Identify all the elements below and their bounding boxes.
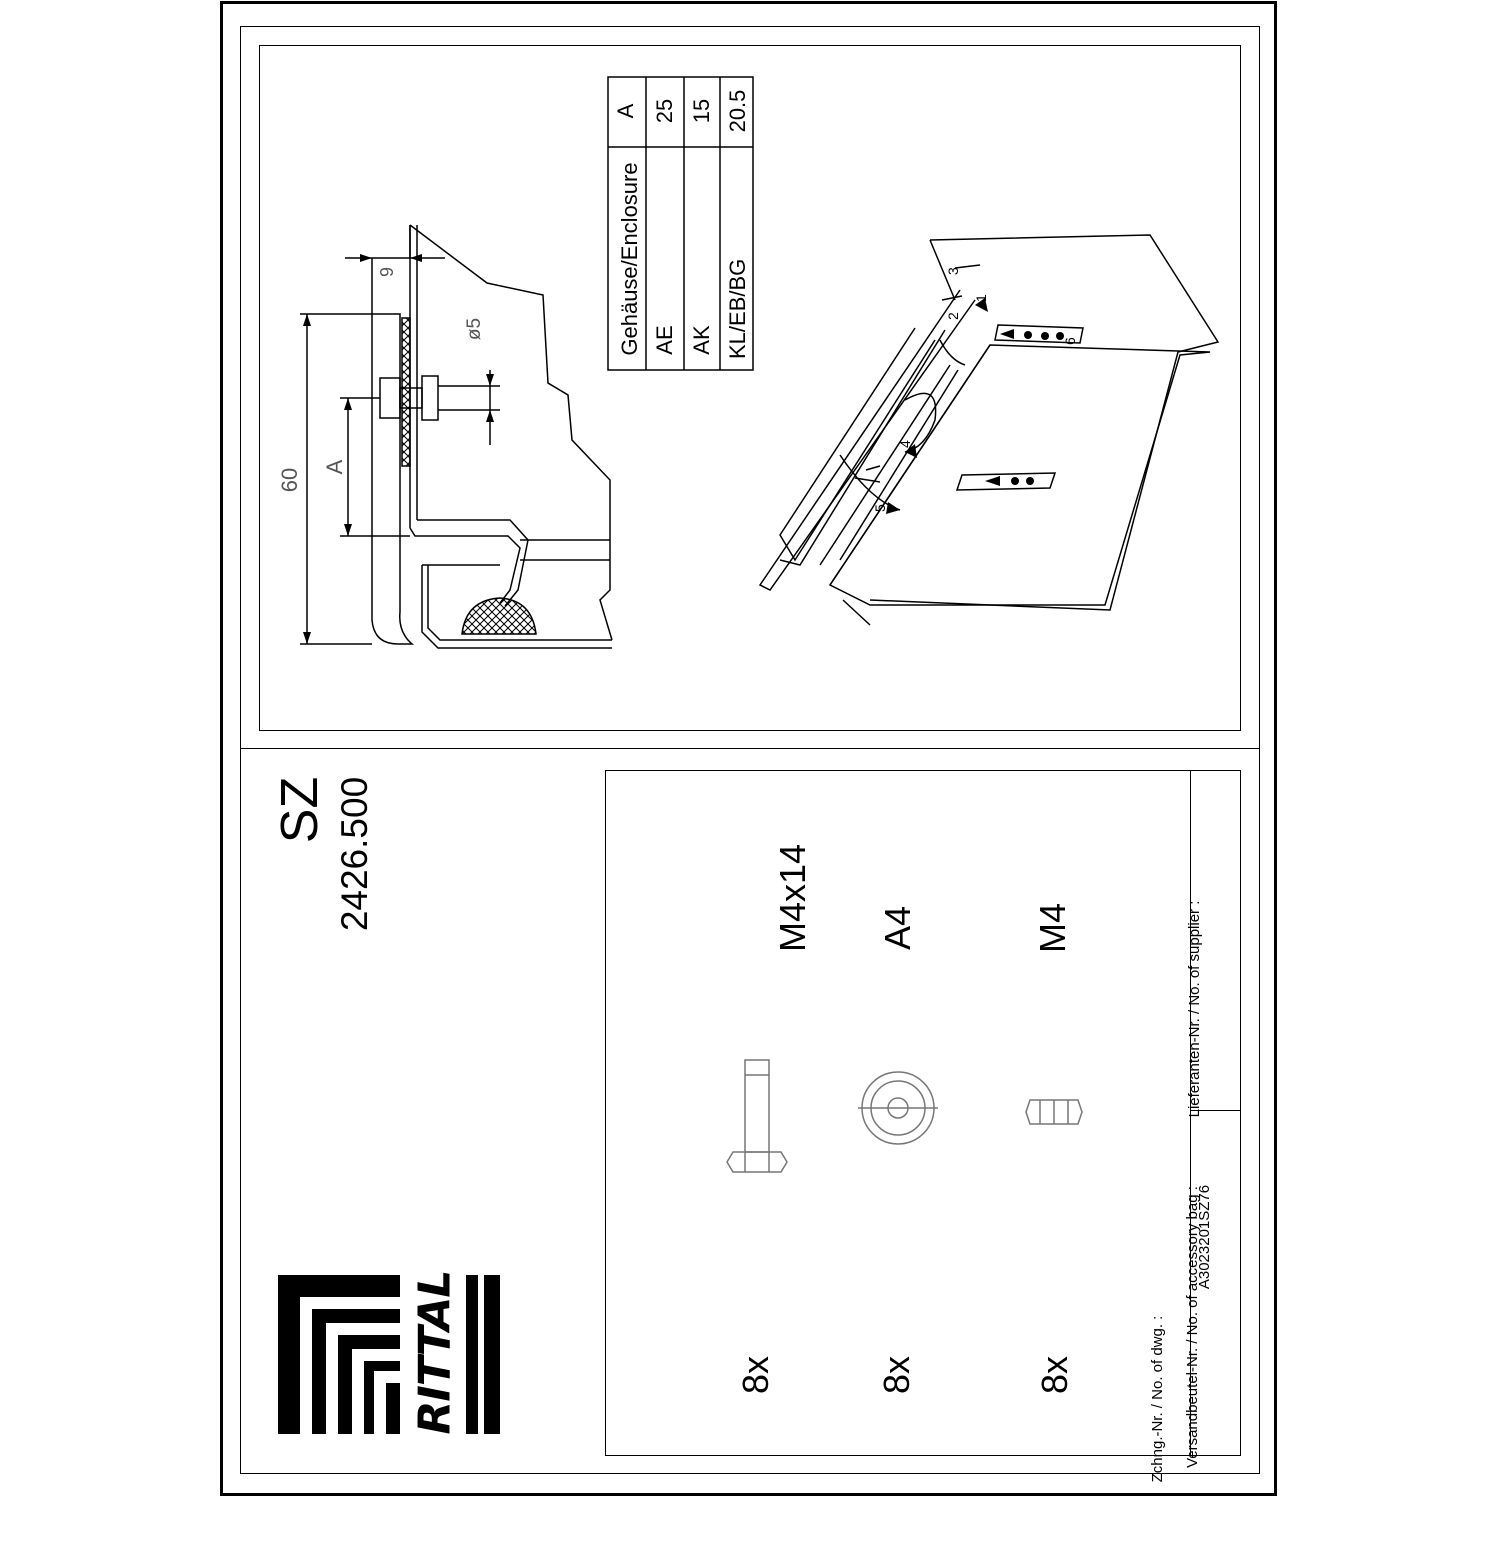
hex-bolt-icon [727,1060,787,1172]
part-name: A4 [877,905,918,951]
step-label: 1 [973,294,989,302]
table-cell-value: 25 [652,98,677,124]
step-label: 5 [872,504,888,512]
dim-9: 9 [377,267,397,278]
accessory-bag-label: Versandbeutel-Nr. / No. of accessory bag : [1184,1186,1201,1468]
product-title: SZ [271,776,329,844]
supplier-label: Lieferanten-Nr. / No. of supplier : [1186,900,1203,1118]
part-name: M4x14 [772,843,813,953]
drawing-number-label: Zchng.-Nr. / No. of dwg. : [1149,1315,1166,1483]
table-cell-enclosure: AK [689,325,714,355]
table-cell-enclosure: KL/EB/BG [725,258,750,359]
dim-a: A [322,459,347,475]
washer-icon [858,1072,938,1144]
article-number: 2426.500 [334,776,375,932]
part-name: M4 [1032,903,1073,954]
step-label: 6 [1062,337,1078,345]
part-qty: 8x [735,1355,776,1395]
table-header-enclosure: Gehäuse/Enclosure [617,162,642,356]
step-label: 4 [897,440,913,448]
table-cell-enclosure: AE [652,325,677,355]
dim-diameter-5: ø5 [464,317,485,341]
table-header-a: A [613,103,638,119]
part-qty: 8x [876,1355,917,1395]
hex-nut-icon [1026,1100,1082,1124]
drawing-number-value: A3023201SZ76 [1196,1184,1213,1290]
table-cell-value: 20.5 [725,89,750,133]
step-label: 2 [945,312,961,320]
dim-60: 60 [277,467,302,493]
part-qty: 8x [1034,1355,1075,1395]
step-label: 3 [945,267,961,275]
table-cell-value: 15 [689,98,714,124]
rittal-logo-text: RITTAL [409,1270,461,1435]
